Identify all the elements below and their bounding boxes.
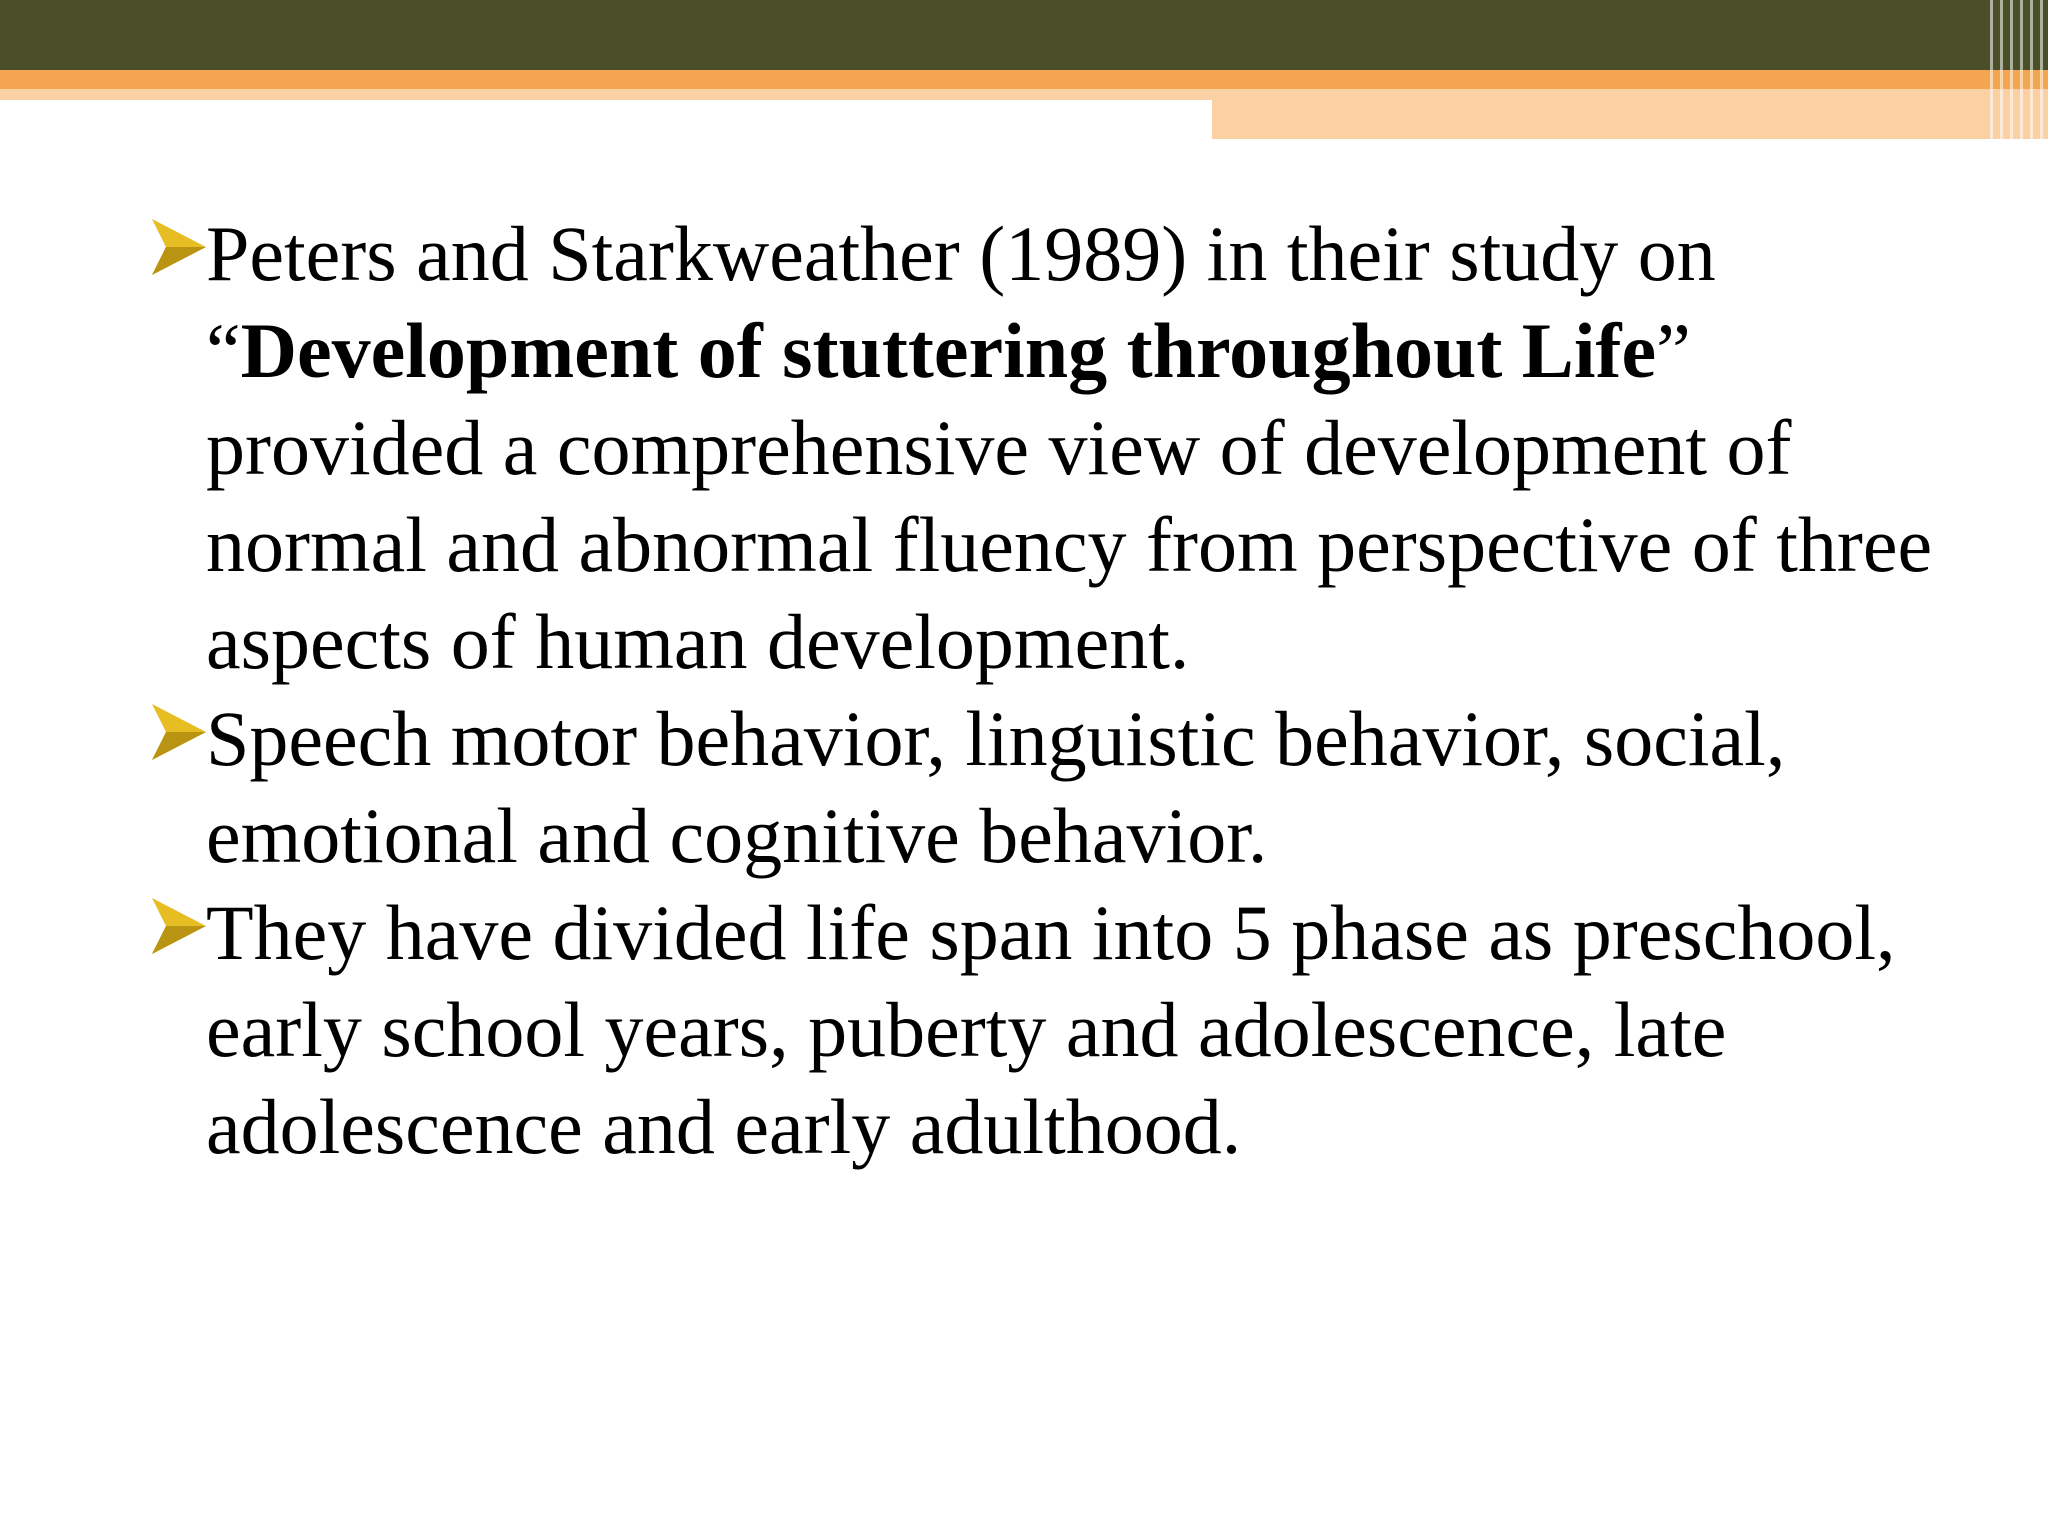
study-title: Development of stuttering throughout Life bbox=[240, 307, 1657, 394]
bullet-text: Speech motor behavior, linguistic behavior, social, emotional and cognitive behavior. bbox=[206, 695, 1786, 879]
header-bar-orange bbox=[0, 70, 2048, 89]
bullet-text: They have divided life span into 5 phase as preschool, early school years, puberty and adolescence, late adolescence and early adulthood. bbox=[206, 889, 1896, 1170]
arrow-bullet-icon bbox=[150, 702, 208, 762]
header-stripes bbox=[1990, 0, 2048, 139]
bullet-item-3 bbox=[150, 884, 1950, 1175]
bullet-text-part1: Peters and Starkweather (1989) in their study on bbox=[206, 210, 1716, 297]
header-bar-peach-block bbox=[1212, 89, 2048, 139]
slide-body bbox=[150, 205, 1950, 1175]
header-bar-green bbox=[0, 0, 2048, 70]
quote-close: ” bbox=[1656, 307, 1691, 394]
bullet-item-2 bbox=[150, 690, 1950, 884]
bullet-text-part2: provided a comprehensive view of development of normal and abnormal fluency from perspective of three aspects of human development. bbox=[206, 404, 1933, 685]
header-bar-peach-thin bbox=[0, 89, 1212, 100]
arrow-bullet-icon bbox=[150, 896, 208, 956]
quote-open: “ bbox=[206, 307, 241, 394]
arrow-bullet-icon bbox=[150, 217, 208, 277]
bullet-item-1 bbox=[150, 205, 1950, 690]
